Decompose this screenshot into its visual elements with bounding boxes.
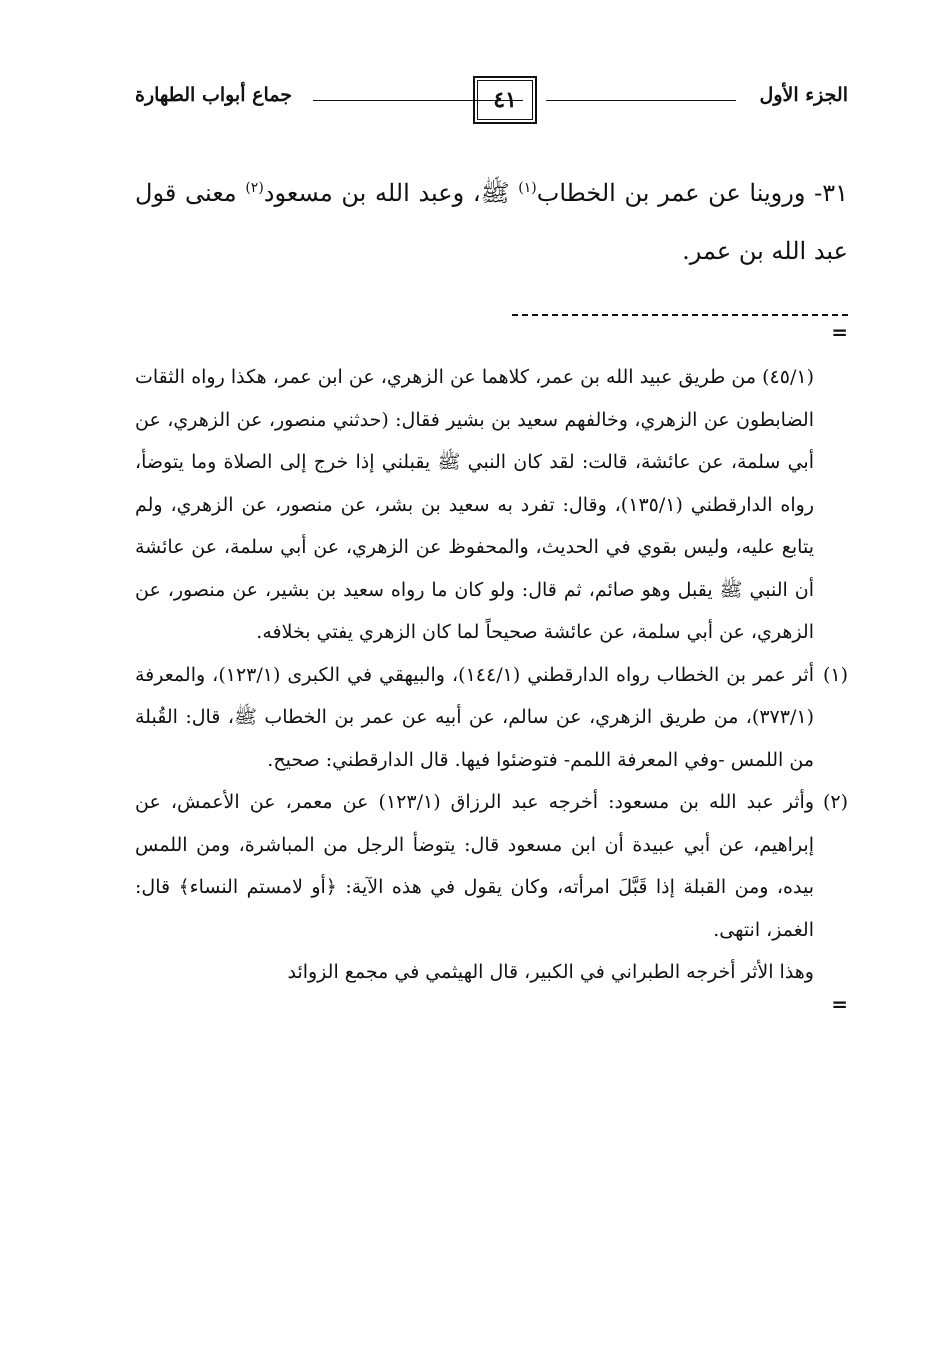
paragraph-text-part2: ﷺ، وعبد الله بن مسعود [263, 179, 510, 207]
footnote-1 [135, 654, 848, 782]
continuation-mark-bottom: = [831, 991, 848, 1016]
main-text [135, 164, 848, 280]
header-rule-right [546, 100, 736, 101]
footnote-2-number: (٢) [822, 791, 848, 813]
paragraph-text-part3: معنى قول عبد الله بن عمر. [135, 179, 848, 265]
page-number: ٤١ [493, 87, 517, 113]
paragraph-number: ٣١- [814, 179, 848, 207]
continuation-mark-top: = [831, 320, 848, 344]
paragraph-text-part1: وروينا عن عمر بن الخطاب [536, 179, 806, 207]
header-rule-left [313, 100, 523, 101]
footnote-separator [512, 314, 848, 316]
header-part-title: الجزء الأول [759, 84, 848, 106]
paragraph-31 [135, 164, 848, 280]
footnote-1-number: (١) [822, 663, 848, 686]
header-chapter-title: جماع أبواب الطهارة [135, 84, 292, 106]
footnote-ref-1[interactable]: (١) [518, 180, 537, 196]
running-header [135, 70, 848, 128]
footnote-continuation: (٤٥/١) من طريق عبيد الله بن عمر، كلاهما عن الزهري، عن ابن عمر، هكذا رواه الثقات الضابطون عن الزهري، وخالفهم سعيد بن بشير فقال: (حدثني منصور، عن الزهري، عن أبي سلمة، عن عائشة، قالت: لقد كان النبي ﷺ يقبلني إذا خرج إلى الصلاة وما يتوضأ، رواه الدارقطني (١٣٥/١)، وقال: تفرد به سعيد بن بشر، عن منصور، عن الزهري، ولم يتابع عليه، وليس بقوي في الحديث، والمحفوظ عن الزهري، عن أبي سلمة، عن عائشة أن النبي ﷺ يقبل وهو صائم، ثم قال: ولو كان ما رواه سعيد بن بشير، عن منصور، عن الزهري، عن أبي سلمة، عن عائشة صحيحاً لما كان الزهري يفتي بخلافه. [135, 366, 815, 643]
footnote-ref-2[interactable]: (٢) [245, 180, 264, 196]
book-page [135, 70, 848, 1016]
footnote-2 [135, 781, 848, 951]
footnotes [135, 356, 848, 1016]
footnote-1-text: أثر عمر بن الخطاب رواه الدارقطني (١٤٤/١)، والبيهقي في الكبرى (١٢٣/١)، والمعرفة (٣٧٣/١)، من طريق الزهري، عن سالم، عن أبيه عن عمر بن الخطاب ﷺ، قال: القُبلة من اللمس -وفي المعرفة اللمم- فتوضئوا فيها. قال الدارقطني: صحيح. [135, 663, 814, 771]
footnote-trailing: وهذا الأثر أخرجه الطبراني في الكبير، قال الهيثمي في مجمع الزوائد [287, 961, 814, 983]
footnote-2-text: وأثر عبد الله بن مسعود: أخرجه عبد الرزاق (١٢٣/١) عن معمر، عن الأعمش، عن إبراهيم، عن أبي عبيدة أن ابن مسعود قال: يتوضأ الرجل من المباشرة، ومن اللمس بيده، ومن القبلة إذا قَبَّلَ امرأته، وكان يقول في هذه الآية: ﴿أو لامستم النساء﴾ قال: الغمز، انتهى. [135, 791, 814, 941]
